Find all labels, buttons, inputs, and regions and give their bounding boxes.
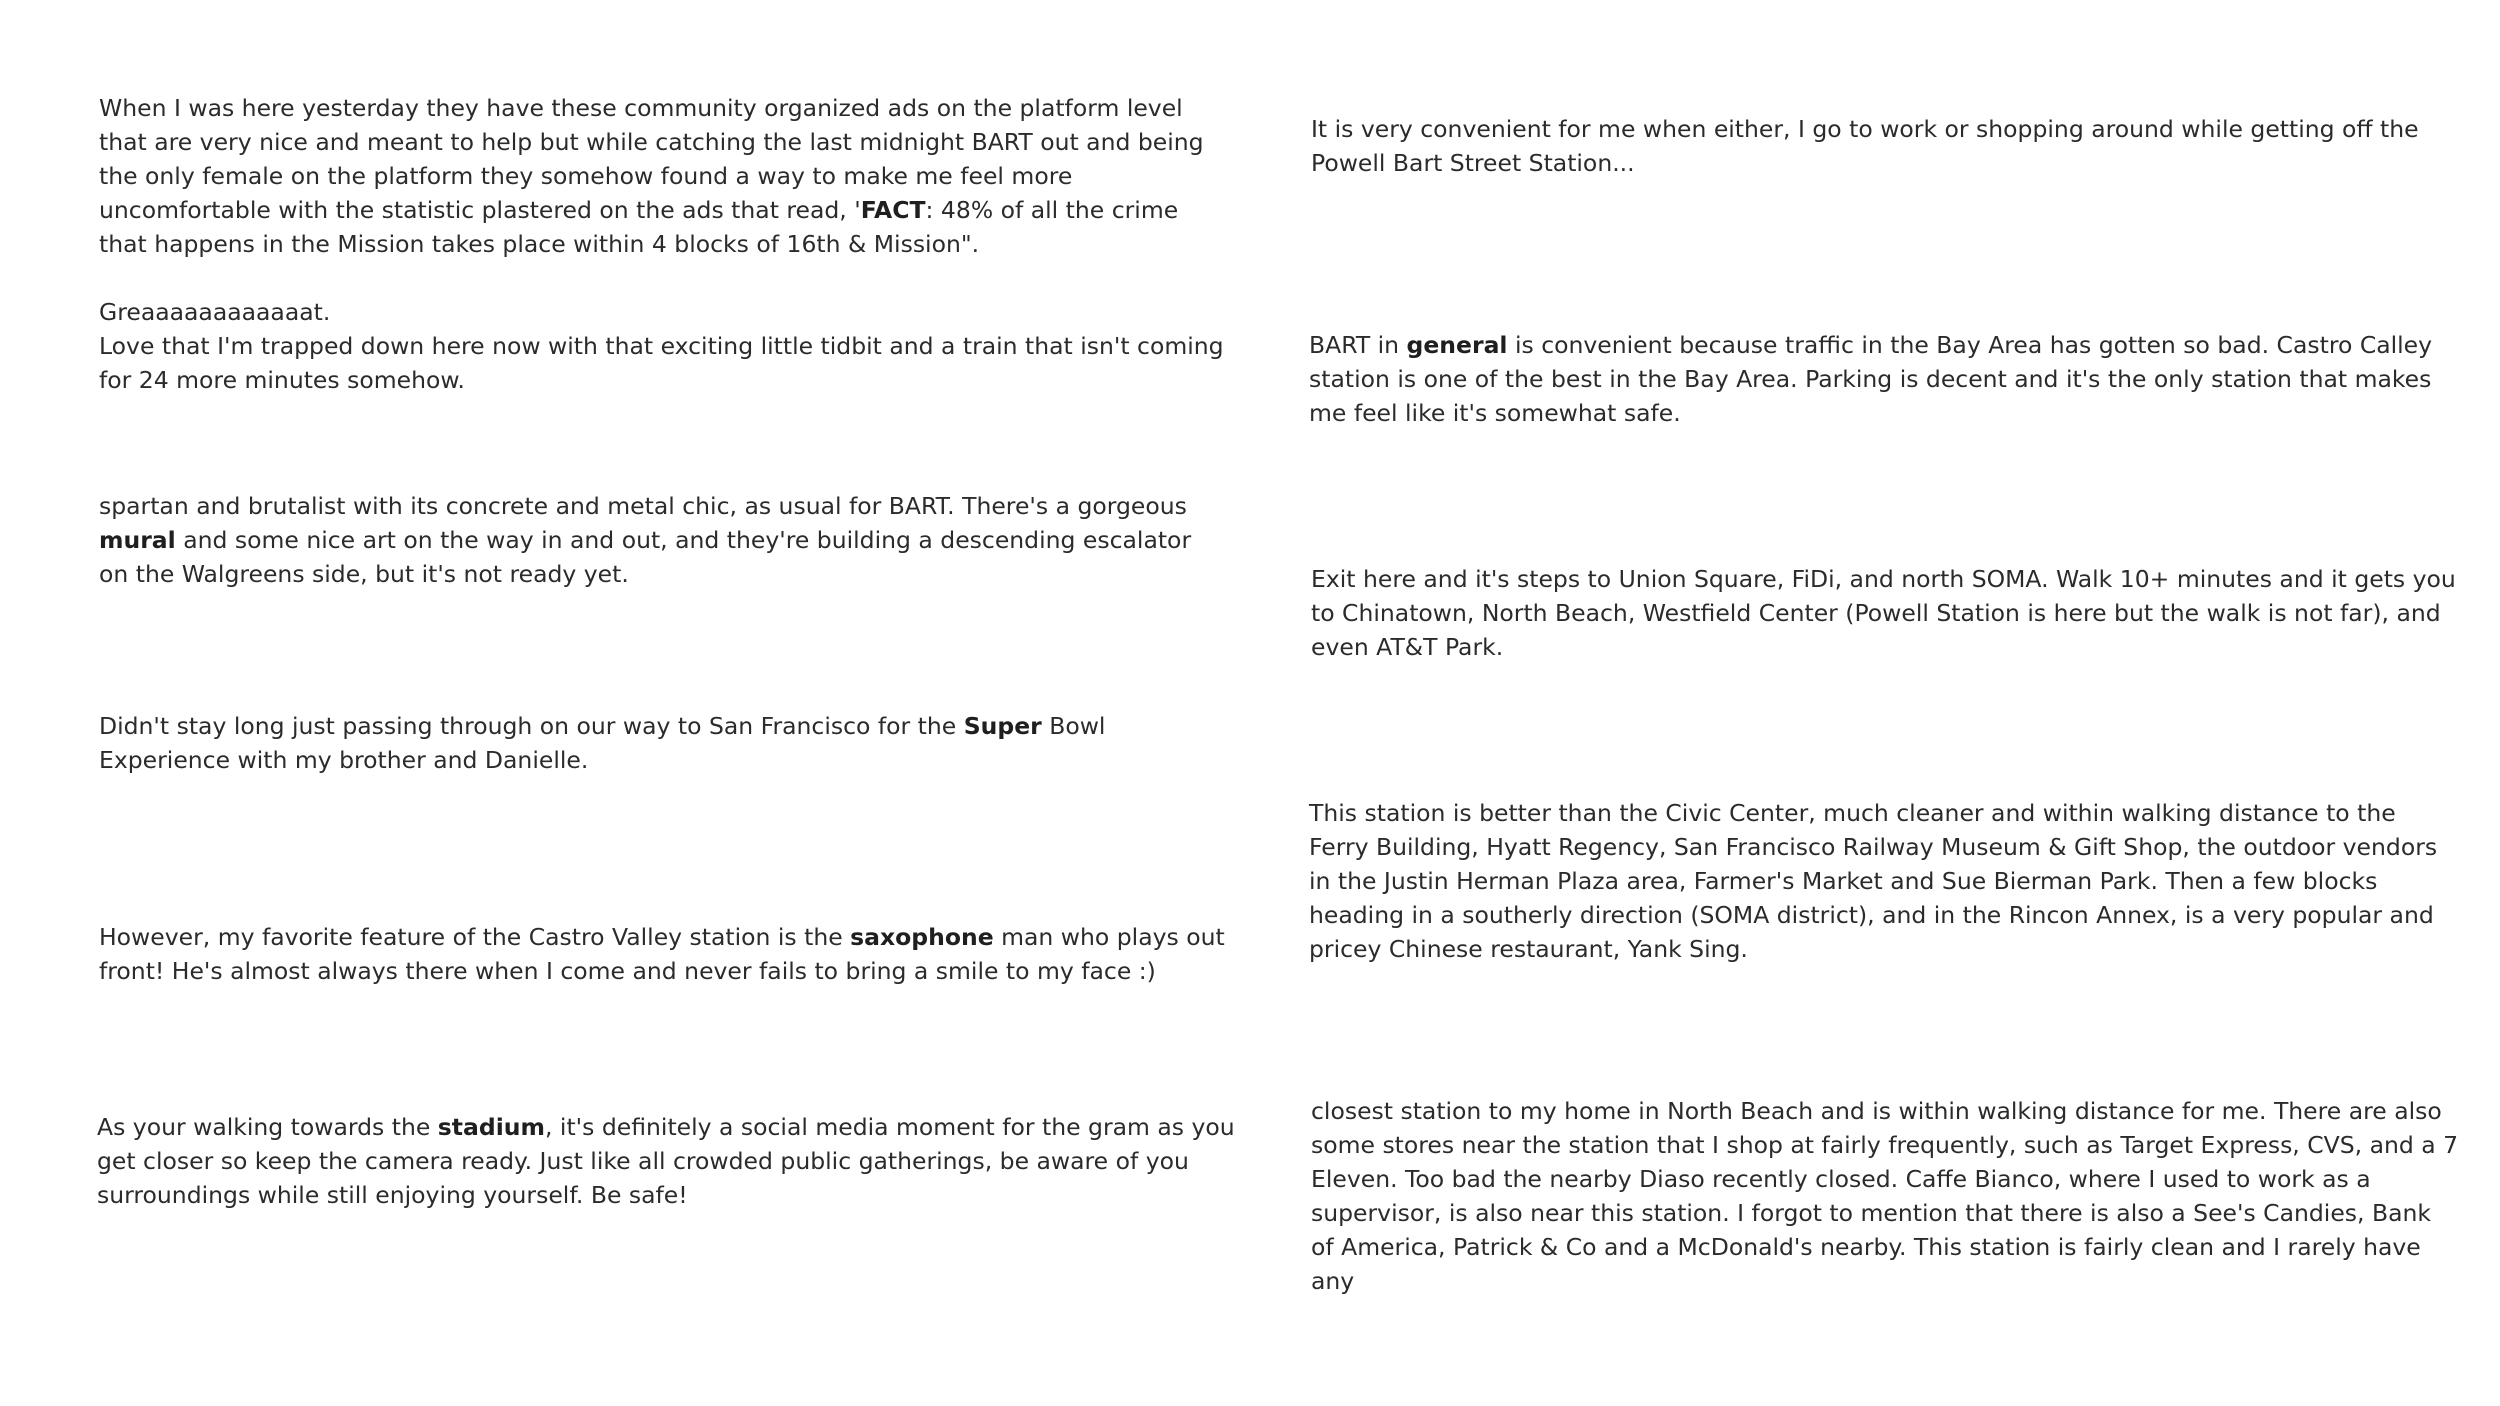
review-snippet-right-5 bbox=[1311, 1094, 2461, 1298]
review-snippet-right-2 bbox=[1309, 328, 2459, 430]
review-snippet-left-2 bbox=[99, 489, 1224, 591]
review-snippet-right-3 bbox=[1311, 562, 2461, 664]
highlight-term: FACT bbox=[860, 196, 926, 224]
highlight-term: mural bbox=[99, 526, 176, 554]
review-paragraph: Greaaaaaaaaaaaat. Love that I'm trapped down here now with that exciting little tidbit and a train that isn't coming for 24 more minutes somehow. bbox=[99, 298, 1224, 394]
review-snippet-right-4 bbox=[1309, 796, 2459, 966]
review-snippet-left-4 bbox=[99, 920, 1259, 988]
review-paragraph: However, my favorite feature of the Castro Valley station is the saxophone man who plays out front! He's almost always there when I come and never fails to bring a smile to my face :) bbox=[99, 923, 1225, 985]
review-paragraph: spartan and brutalist with its concrete and metal chic, as usual for BART. There's a gorgeous mural and some nice art on the way in and out, and they're building a descending escalator on the Walgreens side, but it's not ready yet. bbox=[99, 492, 1192, 588]
review-paragraph: Didn't stay long just passing through on our way to San Francisco for the Super Bowl Experience with my brother and Danielle. bbox=[99, 712, 1106, 774]
review-snippet-right-1 bbox=[1311, 112, 2461, 180]
highlight-term: Super bbox=[963, 712, 1042, 740]
highlight-term: saxophone bbox=[850, 923, 994, 951]
review-paragraph: closest station to my home in North Beach and is within walking distance for me. There are also some stores near the station that I shop at fairly frequently, such as Target Express, CVS, and a 7 Eleven. Too bad the nearby Diaso recently closed. Caffe Bianco, where I used to work as a supervisor, is also near this station. I forgot to mention that there is also a See's Candies, Bank of America, Patrick & Co and a McDonald's nearby. This station is fairly clean and I rarely have any bbox=[1311, 1097, 2459, 1295]
review-snippet-left-1 bbox=[99, 91, 1224, 397]
review-paragraph: This station is better than the Civic Center, much cleaner and within walking distance to the Ferry Building, Hyatt Regency, San Francisco Railway Museum & Gift Shop, the outdoor vendors in the Justin Herman Plaza area, Farmer's Market and Sue Bierman Park. Then a few blocks heading in a southerly direction (SOMA district), and in the Rincon Annex, is a very popular and pricey Chinese restaurant, Yank Sing. bbox=[1309, 799, 2438, 963]
review-paragraph: BART in general is convenient because traffic in the Bay Area has gotten so bad. Castro Calley station is one of the best in the Bay Area. Parking is decent and it's the only station that makes me feel like it's somewhat safe. bbox=[1309, 331, 2433, 427]
review-paragraph: When I was here yesterday they have these community organized ads on the platform level that are very nice and meant to help but while catching the last midnight BART out and being the only female on the platform they somehow found a way to make me feel more uncomfortable with the statistic plastered on the ads that read, 'FACT: 48% of all the crime that happens in the Mission takes place within 4 blocks of 16th & Mission". bbox=[99, 94, 1204, 258]
review-paragraph: Exit here and it's steps to Union Square, FiDi, and north SOMA. Walk 10+ minutes and it gets you to Chinatown, North Beach, Westfield Center (Powell Station is here but the walk is not far), and even AT&T Park. bbox=[1311, 565, 2456, 661]
review-paragraph: It is very convenient for me when either, I go to work or shopping around while getting off the Powell Bart Street Station... bbox=[1311, 115, 2419, 177]
review-snippet-left-3 bbox=[99, 709, 1224, 777]
review-paragraph: As your walking towards the stadium, it's definitely a social media moment for the gram as you get closer so keep the camera ready. Just like all crowded public gatherings, be aware of you surroundings while still enjoying yourself. Be safe! bbox=[97, 1113, 1235, 1209]
highlight-term: general bbox=[1406, 331, 1508, 359]
review-snippet-left-5 bbox=[97, 1110, 1257, 1212]
highlight-term: stadium bbox=[437, 1113, 545, 1141]
